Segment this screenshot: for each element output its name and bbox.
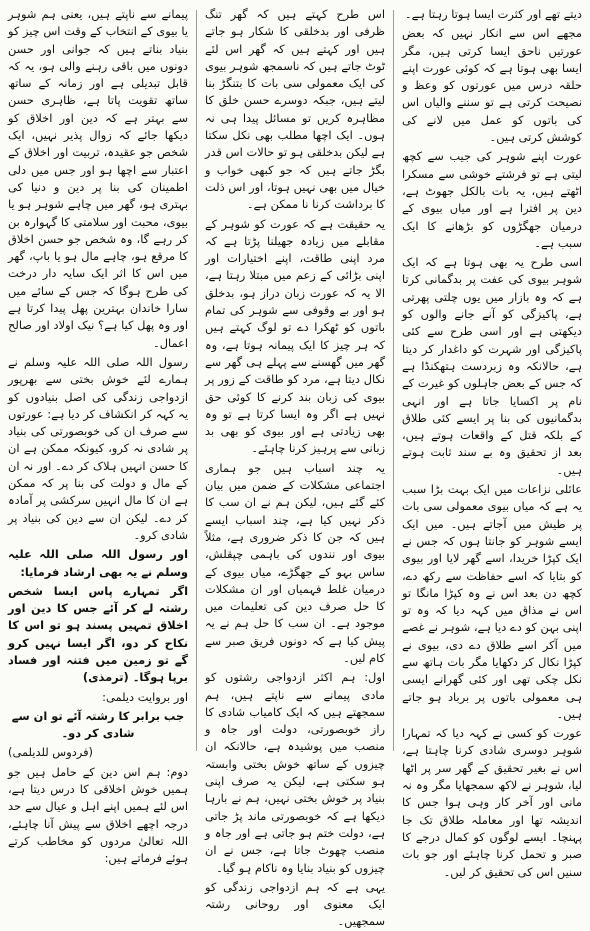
paragraph: دوم: ہم اس دین کے حامل ہیں جو ہمیں خوش اخلاقی کا درس دیتا ہے، اس لئے ہمیں اپنے اہل و عیال سے حد درجہ اچھے اخلاق سے پیش آنا چاہئے، اللہ تعالیٰ مردوں کو مخاطب کرتے ہوئے فرماتے ہیں:	[8, 764, 188, 866]
paragraph: عورت اپنے شوہر کی جیب سے کچھ لیتی ہے تو فرشتے خوشی سے مسکرا اٹھتے ہیں، یہ بات بالکل جھوٹ ہے، دین پر افترا ہے اور میاں بیوی کے درمیان جھگڑوں کو بڑھانے کا ایک سبب ہے۔	[402, 149, 582, 250]
hadith-quote: اگر تمہارے پاس ایسا شخص رشتہ لے کر آئے جس کا دین اور اخلاق تمہیں پسند ہو تو اس کا نکاح کر دو، اگر ایسا نہیں کرو گے تو زمین میں فتنہ اور فساد برپا ہوگا۔ (ترمذی)	[8, 583, 188, 685]
column-divider	[196, 10, 197, 751]
paragraph: دیتے تھے اور کثرت ایسا ہوتا رہتا ہے۔	[404, 7, 582, 21]
paragraph: مجھے اس سے انکار نہیں کہ بعض عورتیں ناحق ایسا کرتی ہیں، مگر ایسا بھی ہوتا ہے کہ کوئی عورت اپنے حلقہ درس میں عورتوں کو وعظ و نصیحت کرتی ہے تو سننے والیاں اس کی باتوں کو عمل میں لانے کی کوشش کرتی ہیں۔	[402, 26, 582, 145]
paragraph: اس طرح کہتے ہیں کہ گھر تنگ ظرفی اور بدخلقی کا شکار ہو جاتے ہیں اور کہتے ہیں کہ گھر اس لئے ٹوٹ جاتے ہیں کہ ناسمجھ شوہر بیوی کی ایک معمولی سی بات کا بتنگڑ بنا لیتے ہیں، جبکہ دوسرے حسن خلق کا مظاہرہ کریں تو مسائل پیدا ہی نہ ہوں۔ ایک اچھا مطلب بھی نکل سکتا ہے لیکن بدخلقی ہو تو حالات اس قدر بگڑ جاتے ہیں کہ جو کبھی خواب و خیال میں بھی نہیں ہوتا، اور اس ذلت کا برداشت کرنا نا ممکن ہے۔	[205, 7, 385, 212]
paragraph: عائلی نزاعات میں ایک بہت بڑا سبب یہ ہے کہ میاں بیوی معمولی سی بات پر طیش میں آجاتے ہیں۔ میں ایک ایسے شوہر کو جانتا ہوں کہ جس نے ایک کپڑا خریدا، اسے گھر لایا اور بیوی کو بتایا کہ اسے حفاظت سے رکھ دے، کچھ دن بعد اس نے وہ کپڑا مانگا تو اس نے مذاق میں کہہ دیا کہ وہ تو اپنی بہن کو دے دیا ہے، شوہر نے غصے میں آکر اسے طلاق دے دی، بیوی نے کپڑا نکال کر دکھایا مگر بات ہاتھ سے نکل چکی تھی اور کئی گھرانے ایسی ہی معمولی باتوں پر برباد ہو جاتے ہیں۔	[402, 482, 582, 721]
column-middle	[205, 6, 385, 929]
paragraph: پیمانے سے ناپتے ہیں، یعنی ہم شوہر یا بیوی کے انتخاب کے وقت اس چیز کو بنیاد بناتے ہیں کہ جوانی اور حسن دونوں میں باقی رہنے والی ہو، یہ کہ قابل تبدیلی ہے اور زمانہ کے ساتھ ساتھ تقویت پاتا ہے، ظاہری حسن سے بہتر ہے کہ دین اور اخلاق کو دیکھا جائے کہ زوال پذیر نہیں، ایک شخص جو عقیدہ، تربیت اور اخلاق کے اعتبار سے اچھا ہو اور جس میں دلی اطمینان کی بنا پر دین و دنیا کی بہتری ہو، گھر میں چاہے شوہر ہو یا بیوی، محبت اور سلامتی کا گہوارہ بن کر رہے گا، وہ شخص جو حسن اخلاق کا مرقع ہو، چاہے مال ہو یا باپ، گھر میں اس کا اثر ایک سایہ دار درخت کی طرح ہوگا کہ جس کے سائے میں سارا خاندان بہترین پھل پیدا کرتا ہے اور وہ پھل کیا ہے؟ نیک اولاد اور صالح اعمال۔	[8, 7, 188, 350]
paragraph: اسی طرح یہ بھی ہوتا ہے کہ ایک شوہر بیوی کی عفت پر بدگمانی کرتا ہے کہ وہ بازار میں یوں چلتی پھرتی ہے، پاکیزگی کو آنے جانے والوں کو دیکھتی ہے اور اسی طرح سے کئی پاکیزگی اور شہرت کو داغدار کر دیتا ہے، حالانکہ وہ زبردست ہتھکنڈا ہے کہ جس کے بعض جاہلوں کو غیرت کے نام پر اکسایا جاتا ہے اور انہی بدگمانیوں کی بنا پر ایسے کئی طلاق کے بلکہ قتل کے واقعات ہوتے ہیں، بعد از تحقیق وہ بے سند ثابت ہوتے ہیں۔	[402, 255, 582, 477]
citation: (فردوس للدیلمی)	[8, 745, 93, 760]
paragraph: رسول اللہ صلی اللہ علیہ وسلم نے ہمارے لئے خوش بختی سے بھرپور ازدواجی زندگی کی اصل بنیادوں کو یہ کہہ کر انکشاف کر دیا ہے: عورتوں سے صرف ان کی خوبصورتی کی بنیاد پر شادی نہ کرو، کیونکہ ممکن ہے ان کا حسن انہیں ہلاک کر دے۔ اور نہ ان کے مال و دولت کی بنا پر کہ ممکن ہے ان کا مال انہیں سرکشی پر آمادہ کر دے۔ لیکن ان سے دین کی بنیاد پر شادی کرو۔	[8, 354, 188, 542]
paragraph: یہ حقیقت ہے کہ عورت کو شوہر کے مقابلے میں زیادہ جھیلنا پڑتا ہے کہ مرد اپنی طاقت، اپنے اختیارات اور اپنی بڑائی کے زعم میں مبتلا رہتا ہے، الا یہ کہ عورت زبان دراز ہو، بدخلق ہو اور بے وقوفی سے شوہر کی تمام باتوں کو ٹھکرا دے تو لوگ کہتے ہیں کہ ہر چیز کا ایک پیمانہ ہوتا ہے، وہ گھر میں گھسنے سے پہلے ہی گھر سے نکال دیتا ہے، مرد کو طاقت کے زور پر بیوی کی زبان بند کرنے کا کوئی حق نہیں ہے اگر وہ ایسا کرتا ہے تو وہ بھی زیادتی ہے اور بیوی کو بھی بد زبانی سے پرہیز کرنا چاہئے۔	[205, 216, 385, 456]
hadith-quote: جب برابر کا رشتہ آئے تو ان سے شادی کر دو۔	[11, 708, 185, 741]
paragraph: عورت کو کسی نے کہہ دیا کہ تمہارا شوہر دوسری شادی کرنا چاہتا ہے، اس نے بغیر تحقیق کے گھر سر پر اٹھا لیا، شوہر نے لاکھ سمجھایا مگر وہ نہ مانی اور آخر کار وہی ہوا جس کا اندیشہ تھا اور معاملہ طلاق تک جا پہنچا۔ ایسے لوگوں کو کمال درجے کا صبر و تحمل کرنا چاہئے اور جو بات سنیں اس کی تحقیق کر لیں۔	[402, 726, 582, 879]
column-divider	[393, 10, 394, 751]
paragraph: اول: ہم اکثر ازدواجی رشتوں کو مادی پیمانے سے ناپتے ہیں، ہم سمجھتے ہیں کہ ایک کامیاب شادی کا راز خوبصورتی، دولت اور جاہ و منصب میں پوشیدہ ہے، حالانکہ ان چیزوں کے ساتھ خوش بختی وابستہ ہو سکتی ہے، لیکن یہ صرف اپنی بنیاد پر خوش بختی نہیں، ہم نے بارہا دیکھا ہے کہ خوبصورتی ماند پڑ جاتی ہے، دولت ختم ہو جاتی ہے اور جاہ و منصب چھوٹ جاتا ہے، جس نے ان چیزوں کو بنیاد بنایا وہ ناکام ہو گیا۔	[205, 670, 385, 875]
paragraph: یہ چند اسباب ہیں جو ہماری اجتماعی مشکلات کے ضمن میں بیان کئے گئے ہیں، لیکن ہم نے ان سب کا ذکر نہیں کیا ہے، چند اسباب ایسے ہیں کہ جن کا ذکر ضروری ہے، مثلاً بیوی اور نندوں کی باہمی چپقلش، ساس بہو کے جھگڑے، میاں بیوی کے درمیان غلط فہمیاں اور ان مشکلات کا حل صرف دین کی تعلیمات میں موجود ہے۔ ان سب کا حل ہم نے یہ پیش کیا ہے کہ دونوں فریق صبر سے کام لیں۔	[205, 460, 385, 665]
paragraph: اور بروایت دیلمی:	[102, 689, 188, 704]
column-right	[402, 6, 582, 879]
column-left	[8, 6, 188, 866]
paragraph: اور رسول اللہ صلی اللہ علیہ وسلم نے یہ بھی ارشاد فرمایا:	[8, 547, 188, 579]
paragraph: یہی ہے کہ ہم ازدواجی زندگی کو ایک معنوی اور روحانی رشتہ سمجھیں۔	[205, 879, 385, 929]
